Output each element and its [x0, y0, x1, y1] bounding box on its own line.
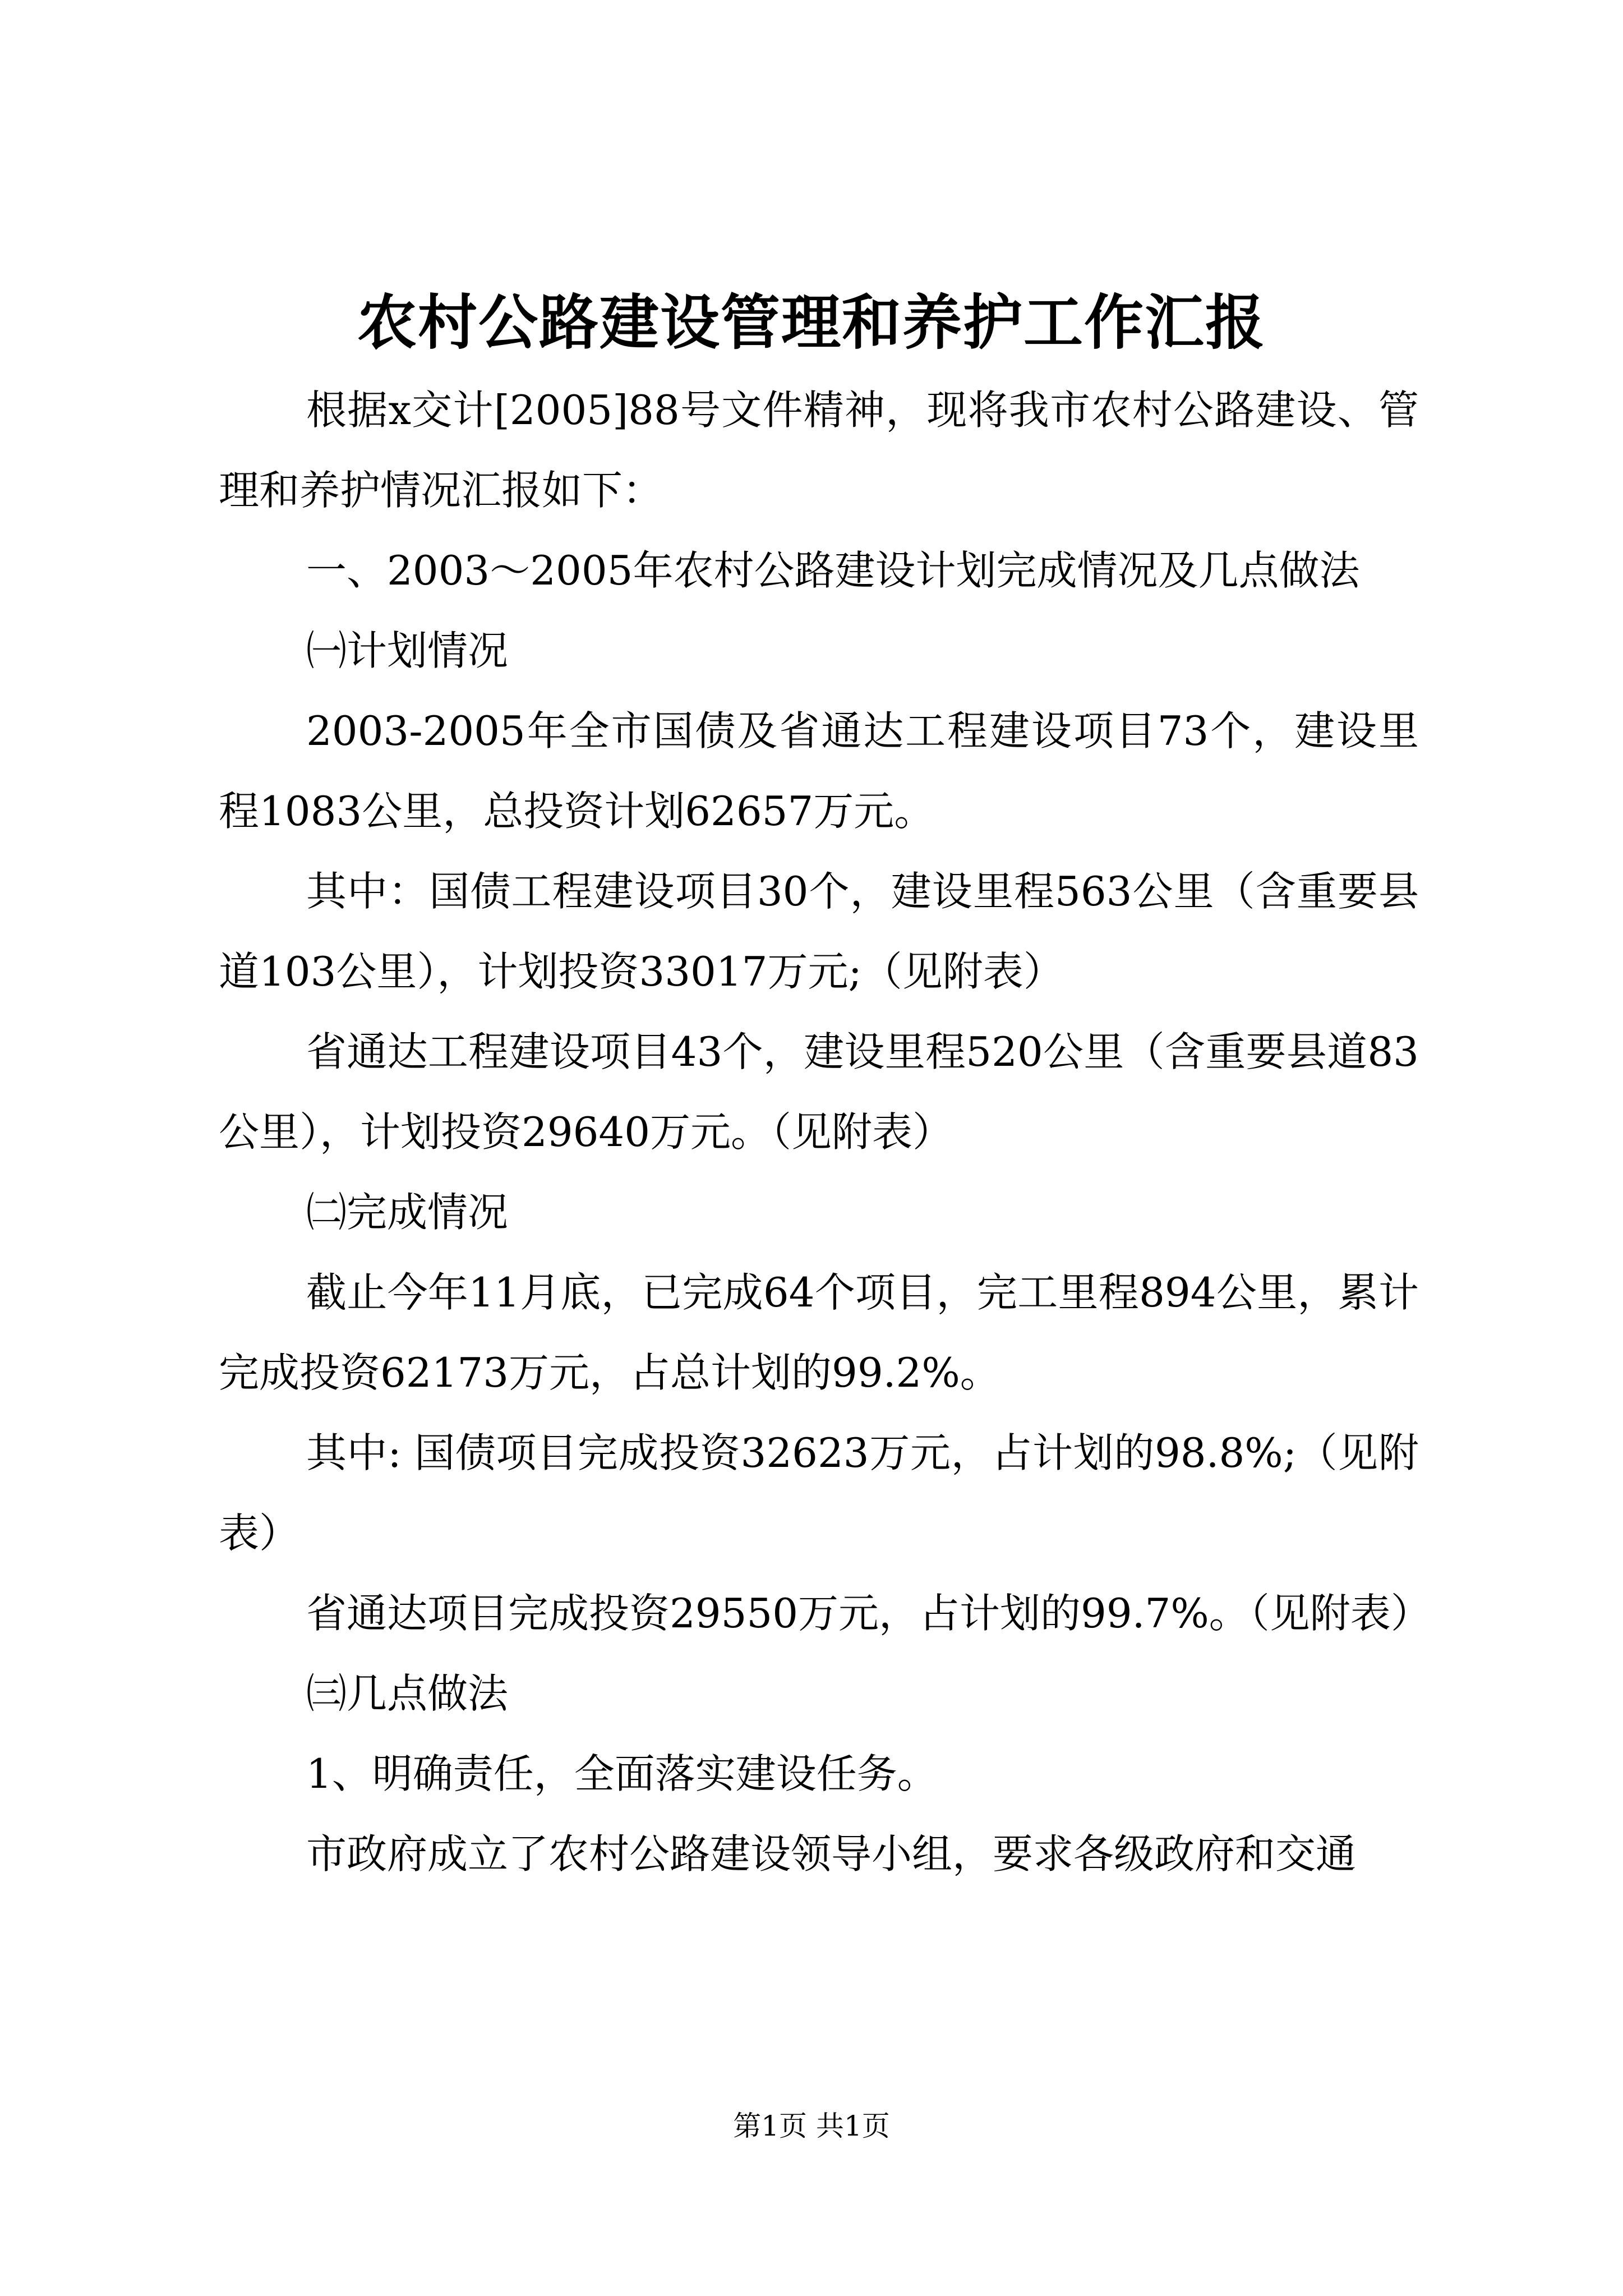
document-body	[219, 370, 1431, 1894]
paragraph-practice-1: 1、明确责任，全面落实建设任务。	[306, 1750, 938, 1797]
paragraph-intro: 根据x交计[2005]88号文件精神，现将我市农村公路建设、管理和养护情况汇报如下：	[219, 386, 1419, 514]
subheading-completion: ㈡完成情况	[306, 1189, 509, 1236]
subheading-practices: ㈢几点做法	[306, 1670, 509, 1717]
document-title: 农村公路建设管理和养护工作汇报	[357, 287, 1266, 357]
section-heading-1: 一、2003～2005年农村公路建设计划完成情况及几点做法	[306, 547, 1360, 594]
paragraph-plan-national-debt: 其中：国债工程建设项目30个，建设里程563公里（含重要县道103公里），计划投资33017万元;（见附表）	[219, 868, 1419, 995]
paragraph-practice-1-detail: 市政府成立了农村公路建设领导小组，要求各级政府和交通	[306, 1830, 1357, 1878]
paragraph-completion-total: 截止今年11月底，已完成64个项目，完工里程894公里，累计完成投资62173万元，占总计划的99.2%。	[219, 1269, 1419, 1396]
page-footer: 第1页 共1页	[733, 2110, 890, 2142]
paragraph-plan-provincial: 省通达工程建设项目43个，建设里程520公里（含重要县道83公里），计划投资29640万元。（见附表）	[219, 1028, 1419, 1156]
paragraph-completion-national-debt: 其中: 国债项目完成投资32623万元，占计划的98.8%;（见附表）	[219, 1429, 1419, 1557]
paragraph-plan-total: 2003-2005年全市国债及省通达工程建设项目73个，建设里程1083公里，总投资计划62657万元。	[219, 707, 1419, 835]
paragraph-completion-provincial: 省通达项目完成投资29550万元，占计划的99.7%。（见附表）	[306, 1590, 1431, 1637]
subheading-plan: ㈠计划情况	[306, 627, 509, 674]
